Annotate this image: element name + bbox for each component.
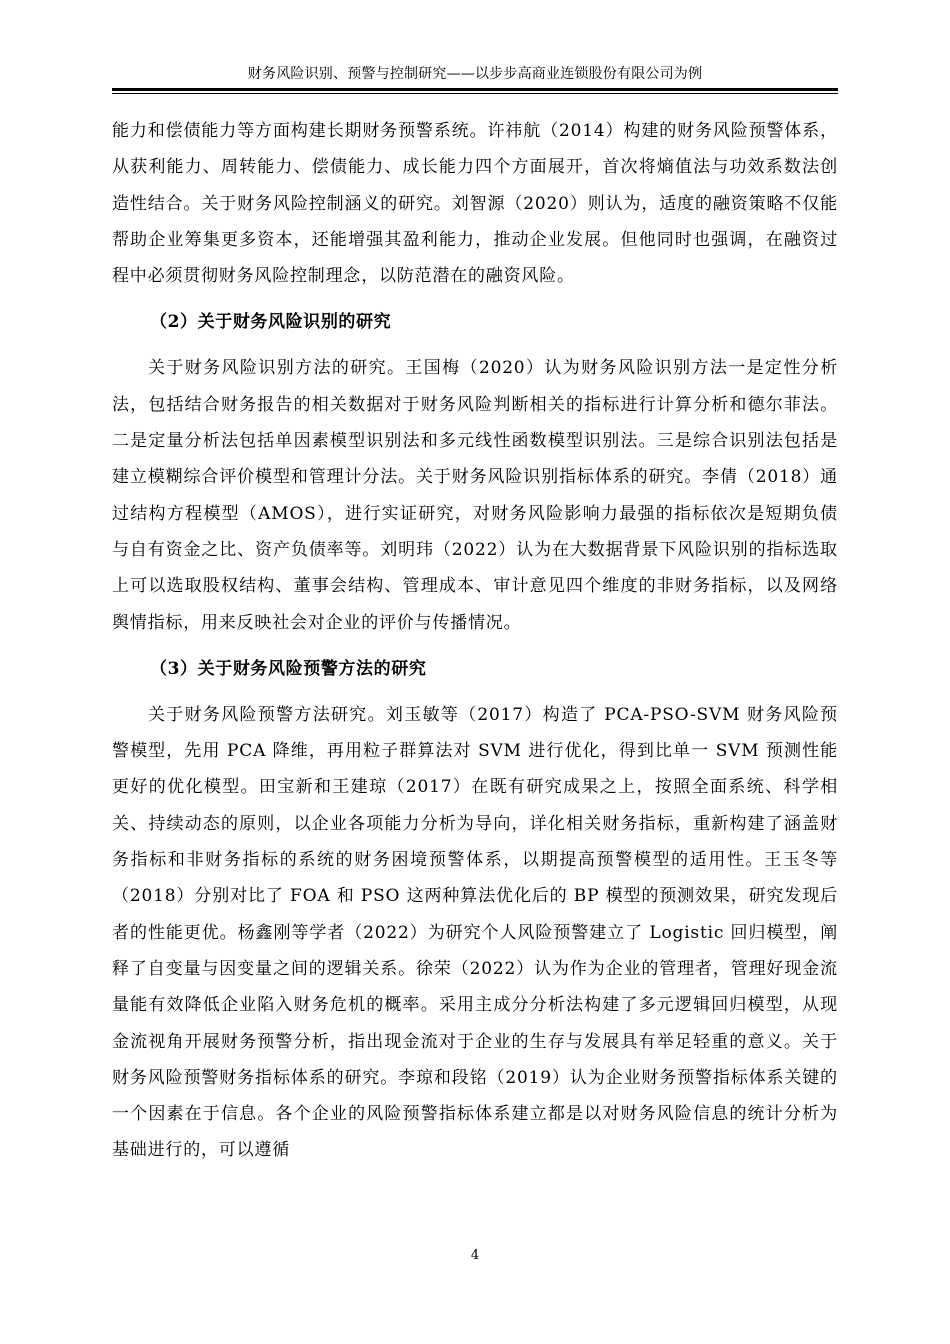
header-rule-thick xyxy=(112,88,838,91)
section-heading-early-warning-methods: （3）关于财务风险预警方法的研究 xyxy=(150,658,427,679)
running-header: 财务风险识别、预警与控制研究——以步步高商业连锁股份有限公司为例 xyxy=(247,66,703,82)
page-body xyxy=(112,113,838,1169)
section-heading-risk-identification: （2）关于财务风险识别的研究 xyxy=(150,312,392,333)
page-number: 4 xyxy=(470,1248,480,1263)
header-rule-thin xyxy=(112,93,838,94)
paragraph-early-warning-methods: 关于财务风险预警方法研究。刘玉敏等（2017）构造了 PCA-PSO-SVM 财务风险预警模型，先用 PCA 降维，再用粒子群算法对 SVM 进行优化，得到比单一 SVM 预测性能更好的优化模型。田宝新和王建琼（2017）在既有研究成果之上，按照全面系统、科学相关、持续动态的原则，以企业各项能力分析为导向，详化相关财务指标，重新构建了涵盖财务指标和非财务指标的系统的财务困境预警体系，以期提高预警模型的适用性。王玉冬等（2018）分别对比了 FOA 和 PSO 这两种算法优化后的 BP 模型的预测效果，研究发现后者的性能更优。杨鑫刚等学者（2022）为研究个人风险预警建立了 Logistic 回归模型，阐释了自变量与因变量之间的逻辑关系。徐荣（2022）认为作为企业的管理者，管理好现金流量能有效降低企业陷入财务危机的概率。采用主成分分析法构建了多元逻辑回归模型，从现金流视角开展财务预警分析，指出现金流对于企业的生存与发展具有举足轻重的意义。关于财务风险预警财务指标体系的研究。李琼和段铭（2019）认为企业财务预警指标体系关键的一个因素在于信息。各个企业的风险预警指标体系建立都是以对财务风险信息的统计分析为基础进行的，可以遵循 xyxy=(112,704,838,1161)
paragraph-risk-identification: 关于财务风险识别方法的研究。王国梅（2020）认为财务风险识别方法一是定性分析法，包括结合财务报告的相关数据对于财务风险判断相关的指标进行计算分析和德尔菲法。二是定量分析法包括单因素模型识别法和多元线性函数模型识别法。三是综合识别法包括是建立模糊综合评价模型和管理计分法。关于财务风险识别指标体系的研究。李倩（2018）通过结构方程模型（AMOS），进行实证研究，对财务风险影响力最强的指标依次是短期负债与自有资金之比、资产负债率等。刘明玮（2022）认为在大数据背景下风险识别的指标选取上可以选取股权结构、董事会结构、管理成本、审计意见四个维度的非财务指标，以及网络舆情指标，用来反映社会对企业的评价与传播情况。 xyxy=(112,358,838,633)
paragraph-continuation: 能力和偿债能力等方面构建长期财务预警系统。许祎航（2014）构建的财务风险预警体系，从获利能力、周转能力、偿债能力、成长能力四个方面展开，首次将熵值法与功效系数法创造性结合。关于财务风险控制涵义的研究。刘智源（2020）则认为，适度的融资策略不仅能帮助企业筹集更多资本，还能增强其盈利能力，推动企业发展。但他同时也强调，在融资过程中必须贯彻财务风险控制理念，以防范潜在的融资风险。 xyxy=(112,121,838,287)
